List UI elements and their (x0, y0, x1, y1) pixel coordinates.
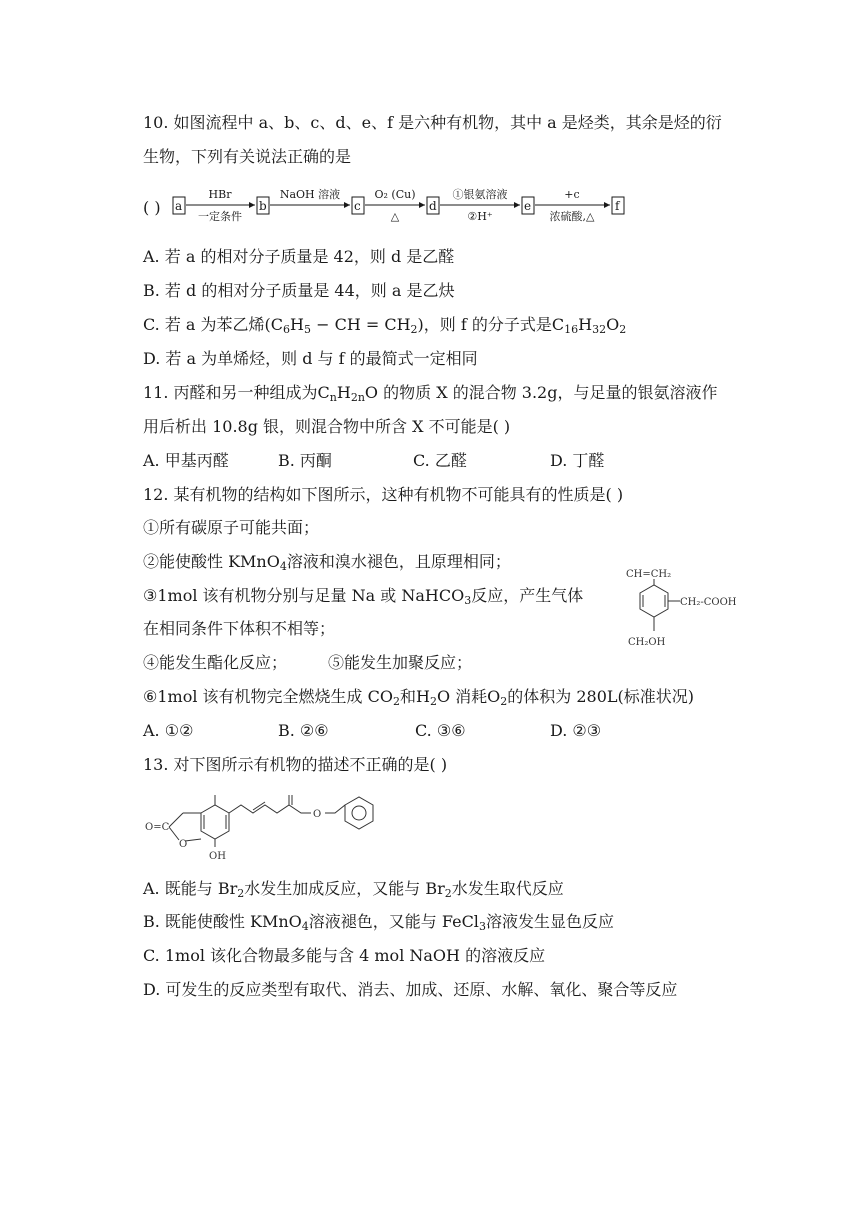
q10-option-d: D. 若 a 为单烯烃，则 d 与 f 的最简式一定相同 (143, 349, 478, 368)
q13-option-c: C. 1mol 该化合物最多能与含 4 mol NaOH 的溶液反应 (143, 946, 546, 965)
q10-stem-line2: 生物，下列有关说法正确的是 (143, 147, 352, 166)
q12-stem: 12. 某有机物的结构如下图所示，这种有机物不可能具有的性质是( ) (143, 485, 624, 504)
q12-options (143, 720, 601, 742)
q10-stem-line1: 10. 如图流程中 a、b、c、d、e、f 是六种有机物，其中 a 是烃类，其余是烃的衍 (143, 113, 722, 132)
q12-statement-4: ④能发生酯化反应； (143, 653, 288, 672)
q10-answer-paren: ( ) (143, 198, 161, 217)
q12-statement-3-cont: 在相同条件下体积不相等； (143, 619, 336, 638)
q11-option-b: B. 丙酮 (278, 451, 332, 470)
q12-option-c: C. ③⑥ (415, 721, 466, 740)
q10-option-b: B. 若 d 的相对分子质量是 44，则 a 是乙炔 (143, 281, 455, 300)
q12-statement-3: ③1mol 该有机物分别与足量 Na 或 NaHCO$_3$反应，产生气体 (143, 586, 584, 607)
flow-node-b: b (259, 199, 267, 213)
q11-stem-line2: 用后析出 10.8g 银，则混合物中所含 X 不可能是( ) (143, 417, 511, 436)
q12-statement-1: ①所有碳原子可能共面； (143, 518, 320, 537)
flow-node-a: a (175, 199, 183, 213)
q13-label-ring-o: O (179, 839, 188, 850)
q12-label-vinyl: CH=CH₂ (626, 569, 672, 580)
q12-structure (612, 565, 742, 655)
q12-statement-5: ⑤能发生加聚反应； (328, 653, 473, 672)
q11-option-d: D. 丁醛 (550, 451, 605, 470)
q12-statement-6: ⑥1mol 该有机物完全燃烧生成 $CO_2$和$H_2O$ 消耗$O_2$的体积为 280L(标准状况) (143, 687, 695, 708)
q13-label-oh: OH (209, 851, 226, 862)
flow-arrow4-top: ①银氨溶液 (452, 188, 508, 201)
q10-option-a: A. 若 a 的相对分子质量是 42，则 d 是乙醛 (143, 247, 455, 266)
flow-node-e: e (524, 199, 532, 213)
q12-option-a: A. ①② (143, 721, 194, 740)
q13-option-d: D. 可发生的反应类型有取代、消去、加成、还原、水解、氧化、聚合等反应 (143, 980, 678, 999)
flow-arrow3-top: O₂ (Cu) (374, 188, 416, 201)
q12-label-hydroxymethyl: CH₂OH (628, 637, 666, 648)
q13-label-ester-o: O (313, 809, 322, 820)
flow-arrow4-bottom: ②H⁺ (467, 210, 493, 223)
q11-options (143, 450, 604, 472)
flow-arrow1-bottom: 一定条件 (198, 210, 242, 223)
q13-structure (143, 785, 393, 865)
flow-arrow2-top: NaOH 溶液 (279, 188, 341, 201)
q10-flow-diagram (172, 184, 632, 224)
flow-arrow3-bottom: △ (390, 210, 400, 223)
q13-label-carbonyl: O=C (145, 822, 170, 833)
flow-arrow5-top: +c (564, 188, 580, 201)
q12-statements-4-5 (143, 652, 472, 674)
q11-stem-line1: 11. 丙醛和另一种组成为$C_nH_{2n}O$ 的物质 X 的混合物 3.2g，与足量的银氨溶液作 (143, 383, 718, 404)
q11-option-a: A. 甲基丙醛 (143, 451, 229, 470)
q11-option-c: C. 乙醛 (413, 451, 467, 470)
q13-stem: 13. 对下图所示有机物的描述不正确的是( ) (143, 755, 448, 774)
q12-option-b: B. ②⑥ (278, 721, 329, 740)
flow-arrow1-top: HBr (208, 188, 232, 201)
flow-node-f: f (615, 199, 620, 213)
flow-node-d: d (429, 199, 437, 213)
q12-statement-2: ②能使酸性 KMnO$_4$溶液和溴水褪色，且原理相同； (143, 552, 511, 573)
q12-option-d: D. ②③ (550, 721, 602, 740)
q10-option-c: C. 若 a 为苯乙烯($C_6H_5$ − CH = $CH_2$)，则 f 的分子式是$C_{16}H_{32}O_2$ (143, 315, 627, 336)
q12-label-acetic: CH₂-COOH (680, 597, 737, 608)
q13-option-a: A. 既能与 $Br_2$水发生加成反应，又能与 $Br_2$水发生取代反应 (143, 879, 564, 900)
flow-node-c: c (354, 199, 361, 213)
q13-option-b: B. 既能使酸性 KMnO$_4$溶液褪色，又能与 FeCl$_3$溶液发生显色反应 (143, 912, 614, 933)
flow-arrow5-bottom: 浓硫酸,△ (549, 210, 595, 223)
